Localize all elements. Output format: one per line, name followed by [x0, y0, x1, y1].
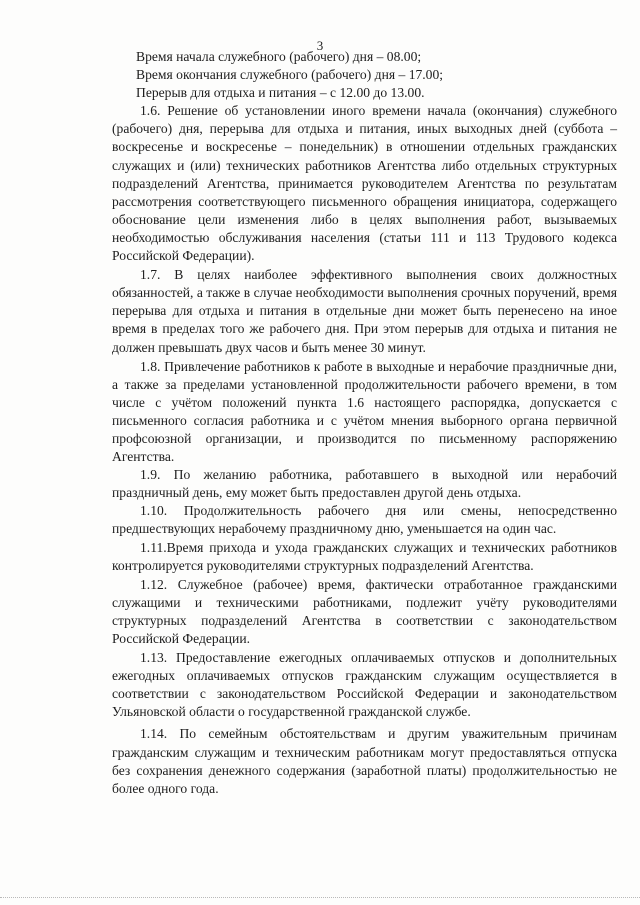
page-number: 3 — [316, 38, 324, 53]
scan-edge-line — [0, 897, 640, 899]
paragraph-1-10: 1.10. Продолжительность рабочего дня или смены, непосредственно предшествующих нерабочему праздничному дню, уменьшается на один час. — [112, 503, 617, 537]
schedule-start-line: Время начала служебного (рабочего) дня – 08.00; — [136, 49, 422, 64]
schedule-break-line: Перерыв для отдыха и питания – с 12.00 до 13.00. — [136, 85, 425, 101]
paragraph-1-14: 1.14. По семейным обстоятельствам и другим уважительным причинам гражданским служащим и техническим работникам могут предоставляться отпуска без сохранения денежного содержания (заработной платы) продолжительностью не более одного года. — [112, 726, 617, 796]
paragraph-1-13: 1.13. Предоставление ежегодных оплачиваемых отпусков и дополнительных ежегодных оплачиваемых отпусков гражданским служащим осуществляется в соответствии с законодательством Российской Федерации и законодательством Ульяновской области о государственной гражданской службе. — [112, 650, 617, 720]
document-body — [112, 48, 617, 798]
paragraph-1-6: 1.6. Решение об установлении иного времени начала (окончания) служебного (рабочего) дня, перерыва для отдыха и питания, иных выходных дней (суббота – воскресенье и воскресенье – понедельник) в отношении отдельных гражданских служащих и (или) технических работников Агентства либо отдельных структурных подразделений Агентства, принимается руководителем Агентства по результатам рассмотрения соответствующего письменного обращения инициатора, содержащего обоснование цели изменения либо в целях выполнения работ, вызываемых необходимостью обслуживания населения (статьи 111 и 113 Трудового кодекса Российской Федерации). — [112, 103, 617, 264]
paragraph-1-12: 1.12. Служебное (рабочее) время, фактически отработанное гражданскими служащими и техническими работниками, подлежит учёту руководителями структурных подразделений Агентства в соответствии с законодательством Российской Федерации. — [112, 576, 617, 646]
paragraph-1-11: 1.11.Время прихода и ухода гражданских служащих и технических работников контролируется руководителями структурных подразделений Агентства. — [112, 539, 617, 573]
paragraph-1-7: 1.7. В целях наиболее эффективного выполнения своих должностных обязанностей, а также в случае необходимости выполнения срочных поручений, время перерыва для отдыха и питания в отдельные дни может быть перенесено на иное время в пределах того же рабочего дня. При этом перерыв для отдыха и питания не должен превышать двух часов и быть менее 30 минут. — [112, 267, 617, 355]
paragraph-1-8: 1.8. Привлечение работников к работе в выходные и нерабочие праздничные дни, а также за пределами установленной продолжительности рабочего времени, в том числе с учётом положений пункта 1.6 настоящего распорядка, допускается с письменного согласия работника и с учётом мнения выборного органа первичной профсоюзной организации, и производится по письменному распоряжению Агентства. — [112, 358, 617, 465]
paragraph-1-9: 1.9. По желанию работника, работавшего в выходной или нерабочий праздничный день, ему может быть предоставлен другой день отдыха. — [112, 467, 617, 501]
schedule-end-line: Время окончания служебного (рабочего) дня – 17.00; — [136, 67, 444, 83]
